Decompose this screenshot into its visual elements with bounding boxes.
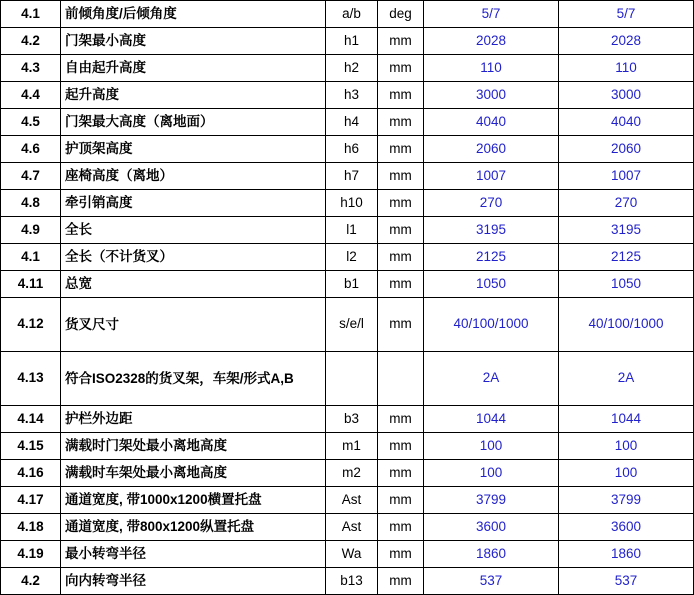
cell-symbol: l2	[326, 244, 378, 271]
cell-value-1: 1050	[424, 271, 559, 298]
cell-description: 门架最小高度	[61, 28, 326, 55]
cell-value-2: 3600	[559, 514, 694, 541]
cell-description: 货叉尺寸	[61, 298, 326, 352]
cell-value-1: 2A	[424, 352, 559, 406]
cell-item-no: 4.1	[1, 244, 61, 271]
cell-description: 座椅高度（离地）	[61, 163, 326, 190]
cell-symbol	[326, 352, 378, 406]
table-row	[1, 487, 694, 514]
cell-item-no: 4.16	[1, 460, 61, 487]
cell-unit: deg	[378, 1, 424, 28]
cell-value-2: 2A	[559, 352, 694, 406]
cell-item-no: 4.3	[1, 55, 61, 82]
cell-symbol: m2	[326, 460, 378, 487]
cell-description: 符合ISO2328的货叉架，车架/形式A,B	[61, 352, 326, 406]
table-row	[1, 244, 694, 271]
table-row	[1, 55, 694, 82]
cell-value-2: 5/7	[559, 1, 694, 28]
cell-item-no: 4.19	[1, 541, 61, 568]
cell-value-1: 3600	[424, 514, 559, 541]
cell-symbol: h2	[326, 55, 378, 82]
cell-item-no: 4.14	[1, 406, 61, 433]
cell-item-no: 4.15	[1, 433, 61, 460]
table-row	[1, 82, 694, 109]
cell-unit: mm	[378, 433, 424, 460]
cell-symbol: Ast	[326, 487, 378, 514]
cell-value-1: 40/100/1000	[424, 298, 559, 352]
cell-description: 全长	[61, 217, 326, 244]
cell-value-2: 4040	[559, 109, 694, 136]
cell-item-no: 4.8	[1, 190, 61, 217]
cell-value-2: 537	[559, 568, 694, 595]
cell-symbol: h3	[326, 82, 378, 109]
cell-description: 向内转弯半径	[61, 568, 326, 595]
cell-symbol: l1	[326, 217, 378, 244]
table-row	[1, 514, 694, 541]
cell-symbol: b3	[326, 406, 378, 433]
cell-symbol: s/e/l	[326, 298, 378, 352]
cell-description: 通道宽度, 带800x1200纵置托盘	[61, 514, 326, 541]
cell-symbol: Ast	[326, 514, 378, 541]
table-body	[1, 1, 694, 595]
cell-symbol: h4	[326, 109, 378, 136]
cell-value-1: 100	[424, 460, 559, 487]
cell-description: 牵引销高度	[61, 190, 326, 217]
table-row	[1, 541, 694, 568]
cell-value-2: 40/100/1000	[559, 298, 694, 352]
cell-value-2: 3195	[559, 217, 694, 244]
table-row	[1, 1, 694, 28]
cell-description: 起升高度	[61, 82, 326, 109]
cell-value-1: 3195	[424, 217, 559, 244]
cell-value-2: 3000	[559, 82, 694, 109]
cell-unit: mm	[378, 460, 424, 487]
table-row	[1, 163, 694, 190]
cell-symbol: h10	[326, 190, 378, 217]
cell-value-2: 1044	[559, 406, 694, 433]
cell-description: 全长（不计货叉）	[61, 244, 326, 271]
cell-value-1: 2060	[424, 136, 559, 163]
cell-item-no: 4.11	[1, 271, 61, 298]
cell-unit: mm	[378, 568, 424, 595]
cell-value-1: 537	[424, 568, 559, 595]
table-row	[1, 460, 694, 487]
cell-description: 满载时门架处最小离地高度	[61, 433, 326, 460]
cell-description: 通道宽度, 带1000x1200横置托盘	[61, 487, 326, 514]
cell-unit: mm	[378, 244, 424, 271]
cell-item-no: 4.7	[1, 163, 61, 190]
cell-item-no: 4.18	[1, 514, 61, 541]
cell-unit: mm	[378, 541, 424, 568]
table-row	[1, 271, 694, 298]
cell-value-2: 100	[559, 433, 694, 460]
cell-value-1: 100	[424, 433, 559, 460]
cell-unit: mm	[378, 271, 424, 298]
cell-item-no: 4.9	[1, 217, 61, 244]
cell-value-1: 2125	[424, 244, 559, 271]
table-row	[1, 433, 694, 460]
cell-item-no: 4.1	[1, 1, 61, 28]
cell-item-no: 4.17	[1, 487, 61, 514]
cell-symbol: m1	[326, 433, 378, 460]
table-row	[1, 28, 694, 55]
table-row	[1, 190, 694, 217]
table-row	[1, 109, 694, 136]
cell-item-no: 4.6	[1, 136, 61, 163]
cell-unit: mm	[378, 514, 424, 541]
cell-unit	[378, 352, 424, 406]
cell-value-1: 4040	[424, 109, 559, 136]
cell-value-1: 3000	[424, 82, 559, 109]
cell-unit: mm	[378, 163, 424, 190]
cell-unit: mm	[378, 298, 424, 352]
cell-item-no: 4.2	[1, 568, 61, 595]
cell-symbol: Wa	[326, 541, 378, 568]
cell-unit: mm	[378, 406, 424, 433]
cell-unit: mm	[378, 109, 424, 136]
cell-description: 前倾角度/后倾角度	[61, 1, 326, 28]
table-row	[1, 352, 694, 406]
cell-value-2: 1007	[559, 163, 694, 190]
cell-value-2: 1860	[559, 541, 694, 568]
cell-value-2: 100	[559, 460, 694, 487]
cell-value-1: 2028	[424, 28, 559, 55]
cell-unit: mm	[378, 136, 424, 163]
cell-symbol: h6	[326, 136, 378, 163]
cell-value-2: 2060	[559, 136, 694, 163]
cell-value-1: 1860	[424, 541, 559, 568]
cell-value-1: 3799	[424, 487, 559, 514]
cell-item-no: 4.13	[1, 352, 61, 406]
cell-value-1: 5/7	[424, 1, 559, 28]
table-row	[1, 298, 694, 352]
cell-value-2: 270	[559, 190, 694, 217]
cell-symbol: b13	[326, 568, 378, 595]
cell-unit: mm	[378, 487, 424, 514]
cell-value-1: 110	[424, 55, 559, 82]
cell-description: 护顶架高度	[61, 136, 326, 163]
table-row	[1, 406, 694, 433]
cell-value-2: 3799	[559, 487, 694, 514]
table-row	[1, 217, 694, 244]
cell-value-2: 2125	[559, 244, 694, 271]
cell-item-no: 4.12	[1, 298, 61, 352]
cell-description: 门架最大高度（离地面）	[61, 109, 326, 136]
table-row	[1, 136, 694, 163]
cell-description: 最小转弯半径	[61, 541, 326, 568]
cell-unit: mm	[378, 190, 424, 217]
cell-unit: mm	[378, 28, 424, 55]
cell-description: 总宽	[61, 271, 326, 298]
cell-description: 满载时车架处最小离地高度	[61, 460, 326, 487]
cell-value-2: 2028	[559, 28, 694, 55]
cell-unit: mm	[378, 217, 424, 244]
cell-value-1: 1044	[424, 406, 559, 433]
cell-value-2: 1050	[559, 271, 694, 298]
cell-item-no: 4.2	[1, 28, 61, 55]
cell-value-2: 110	[559, 55, 694, 82]
cell-symbol: h7	[326, 163, 378, 190]
cell-value-1: 1007	[424, 163, 559, 190]
cell-description: 自由起升高度	[61, 55, 326, 82]
cell-symbol: a/b	[326, 1, 378, 28]
cell-unit: mm	[378, 82, 424, 109]
cell-unit: mm	[378, 55, 424, 82]
table-row	[1, 568, 694, 595]
cell-symbol: b1	[326, 271, 378, 298]
cell-description: 护栏外边距	[61, 406, 326, 433]
cell-item-no: 4.4	[1, 82, 61, 109]
cell-item-no: 4.5	[1, 109, 61, 136]
cell-value-1: 270	[424, 190, 559, 217]
cell-symbol: h1	[326, 28, 378, 55]
